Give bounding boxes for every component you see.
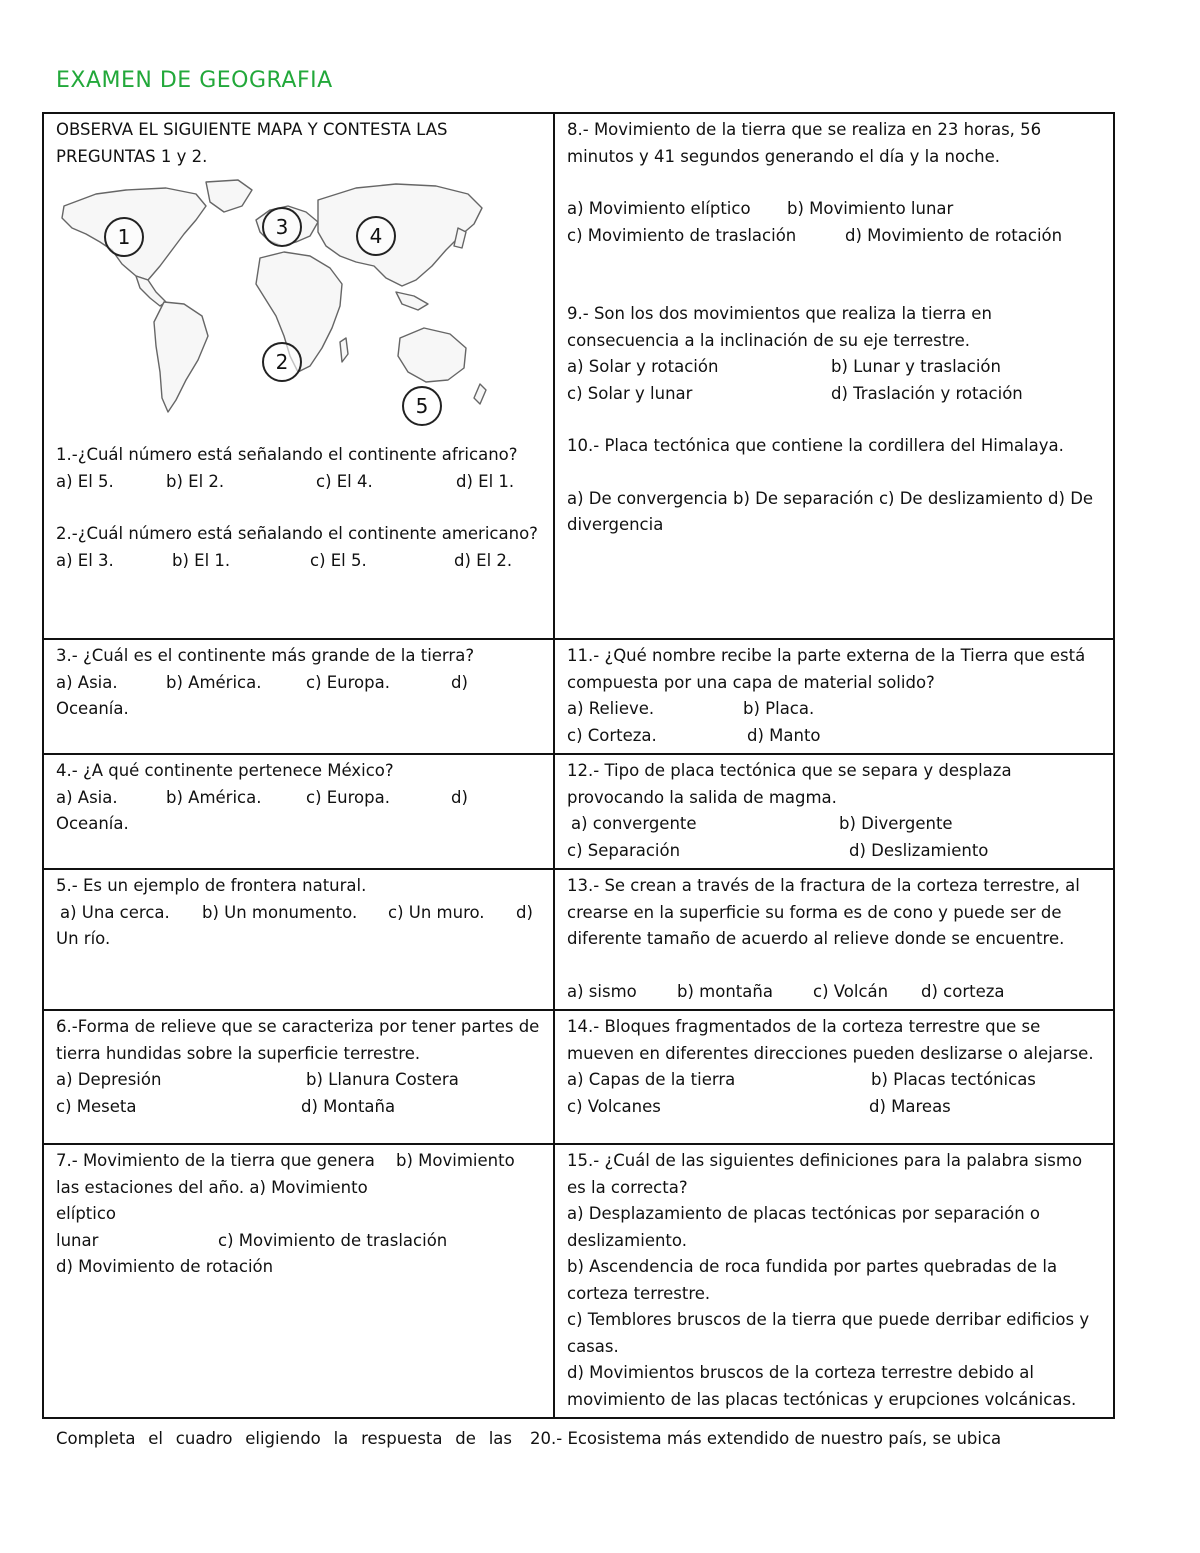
q1-text: 1.-¿Cuál número está señalando el continente africano? [56,445,518,464]
map-intro: OBSERVA EL SIGUIENTE MAPA Y CONTESTA LAS PREGUNTAS 1 y 2. [56,120,448,166]
cell-q12 [554,754,1114,869]
cell-q8-q10 [554,113,1114,639]
q4-text: 4.- ¿A qué continente pertenece México? [56,761,394,780]
cell-q7 [43,1144,554,1418]
q15-option-d: d) Movimientos bruscos de la corteza terrestre debido al movimiento de las placas tectónicas y erupciones volcánicas. [567,1363,1077,1409]
q4-option-b: b) América. [166,787,262,807]
q14-option-a: a) Capas de la tierra [567,1070,736,1089]
q15-text: 15.- ¿Cuál de las siguientes definiciones para la palabra sismo es la correcta? [567,1151,1083,1197]
q3-text: 3.- ¿Cuál es el continente más grande de la tierra? [56,646,475,665]
q12-text: 12.- Tipo de placa tectónica que se separa y desplaza provocando la salida de magma. [567,761,1012,807]
q11-option-a: a) Relieve. [567,699,655,718]
q15-option-c: c) Temblores bruscos de la tierra que puede derribar edificios y casas. [567,1310,1090,1356]
cell-map-questions [43,113,554,639]
q8-option-d: d) Movimiento de rotación [845,225,1063,245]
q9-option-a: a) Solar y rotación [567,357,719,376]
q2-option-c: c) El 5. [310,550,367,570]
q12-option-b: b) Divergente [839,814,953,833]
q5-option-a: a) Una cerca. [60,902,170,922]
map-marker-4: 4 [356,216,396,256]
q1-options [56,469,541,496]
q5-option-b: b) Un monumento. [202,902,358,922]
q5-option-d-text: Un río. [56,929,111,948]
q4-option-c: c) Europa. [306,787,390,807]
world-map [56,176,496,438]
q5-text: 5.- Es un ejemplo de frontera natural. [56,876,367,895]
cell-q5 [43,869,554,1010]
q12-option-a: a) convergente [571,814,697,833]
q7-option-d: d) Movimiento de rotación [56,1257,274,1276]
q7-text: 7.- Movimiento de la tierra que genera las estaciones del año. a) Movimiento elíptico [56,1151,375,1223]
q11-option-b: b) Placa. [743,699,815,718]
q8-option-c: c) Movimiento de traslación [567,225,797,245]
q6-option-b: b) Llanura Costera [306,1070,459,1089]
q1-option-c: c) El 4. [316,471,373,491]
q6-option-a: a) Depresión [56,1070,162,1089]
q7-option-c: c) Movimiento de traslación [218,1230,448,1250]
q2-text: 2.-¿Cuál número está señalando el continente americano? [56,524,538,543]
q9-option-d: d) Traslación y rotación [831,383,1023,403]
exam-table [42,112,1115,1419]
q10-text: 10.- Placa tectónica que contiene la cordillera del Himalaya. [567,436,1064,455]
map-marker-5: 5 [402,386,442,426]
q1-option-b: b) El 2. [166,471,225,491]
q13-option-a: a) sismo [567,981,637,1001]
map-marker-2: 2 [262,342,302,382]
q3-option-a: a) Asia. [56,672,118,692]
q5-option-c: c) Un muro. [388,902,485,922]
q4-option-d: d) [451,787,468,807]
q9-text: 9.- Son los dos movimientos que realiza la tierra en consecuencia a la inclinación de su eje terrestre. [567,304,992,350]
q15-option-b: b) Ascendencia de roca fundida por partes quebradas de la corteza terrestre. [567,1257,1058,1303]
bottom-right-question: 20.- Ecosistema más extendido de nuestro país, se ubica [530,1429,1002,1448]
q8-option-a: a) Movimiento elíptico [567,199,751,218]
q3-option-b: b) América. [166,672,262,692]
q11-text: 11.- ¿Qué nombre recibe la parte externa de la Tierra que está compuesta por una capa de material solido? [567,646,1086,692]
cell-q11 [554,639,1114,754]
q11-option-c: c) Corteza. [567,725,657,745]
map-marker-3: 3 [262,207,302,247]
q14-option-d: d) Mareas [869,1096,951,1116]
q2-option-b: b) El 1. [172,550,231,570]
q9-option-b: b) Lunar y traslación [831,357,1001,376]
q15-option-a: a) Desplazamiento de placas tectónicas por separación o deslizamiento. [567,1204,1041,1250]
q8-text: 8.- Movimiento de la tierra que se realiza en 23 horas, 56 minutos y 41 segundos generando el día y la noche. [567,120,1042,166]
bottom-left-instruction: Completa el cuadro eligiendo la respuesta de las [56,1429,512,1448]
exam-title: EXAMEN DE GEOGRAFIA [56,68,333,93]
q13-text: 13.- Se crean a través de la fractura de la corteza terrestre, al crearse en la superficie su forma es de cono y puede ser de diferente tamaño de acuerdo al relieve donde se encuentre. [567,876,1080,948]
cell-q15 [554,1144,1114,1418]
cell-q3 [43,639,554,754]
q6-text: 6.-Forma de relieve que se caracteriza por tener partes de tierra hundidas sobre la superficie terrestre. [56,1017,540,1063]
q13-option-b: b) montaña [677,981,773,1001]
q4-option-a: a) Asia. [56,787,118,807]
q11-option-d: d) Manto [747,725,821,745]
cell-q4 [43,754,554,869]
q14-text: 14.- Bloques fragmentados de la corteza terrestre que se mueven en diferentes direcciones pueden deslizarse o alejarse. [567,1017,1094,1063]
q3-option-c: c) Europa. [306,672,390,692]
q4-option-d-text: Oceanía. [56,814,129,833]
q13-option-d: d) corteza [921,981,1005,1001]
q12-option-d: d) Deslizamiento [849,840,989,860]
cell-q6 [43,1010,554,1144]
q3-option-d-text: Oceanía. [56,699,129,718]
q3-option-d: d) [451,672,468,692]
q6-option-d: d) Montaña [301,1096,396,1116]
q5-option-d: d) [516,902,533,922]
q14-option-c: c) Volcanes [567,1096,661,1116]
cell-q14 [554,1010,1114,1144]
q2-option-a: a) El 3. [56,550,114,570]
q6-option-c: c) Meseta [56,1096,137,1116]
q13-option-c: c) Volcán [813,981,889,1001]
q2-option-d: d) El 2. [454,550,513,570]
q14-option-b: b) Placas tectónicas [871,1070,1036,1089]
q12-option-c: c) Separación [567,840,681,860]
q10-options: a) De convergencia b) De separación c) De deslizamiento d) De divergencia [567,488,1094,534]
q7-option-b-text: lunar [56,1230,99,1250]
q1-option-d: d) El 1. [456,471,515,491]
q9-option-c: c) Solar y lunar [567,383,693,403]
q2-options [56,548,541,575]
map-marker-1: 1 [104,217,144,257]
q1-option-a: a) El 5. [56,471,114,491]
q8-option-b: b) Movimiento lunar [787,199,954,218]
cell-q13 [554,869,1114,1010]
q7-option-b: b) Movimiento [396,1151,515,1170]
